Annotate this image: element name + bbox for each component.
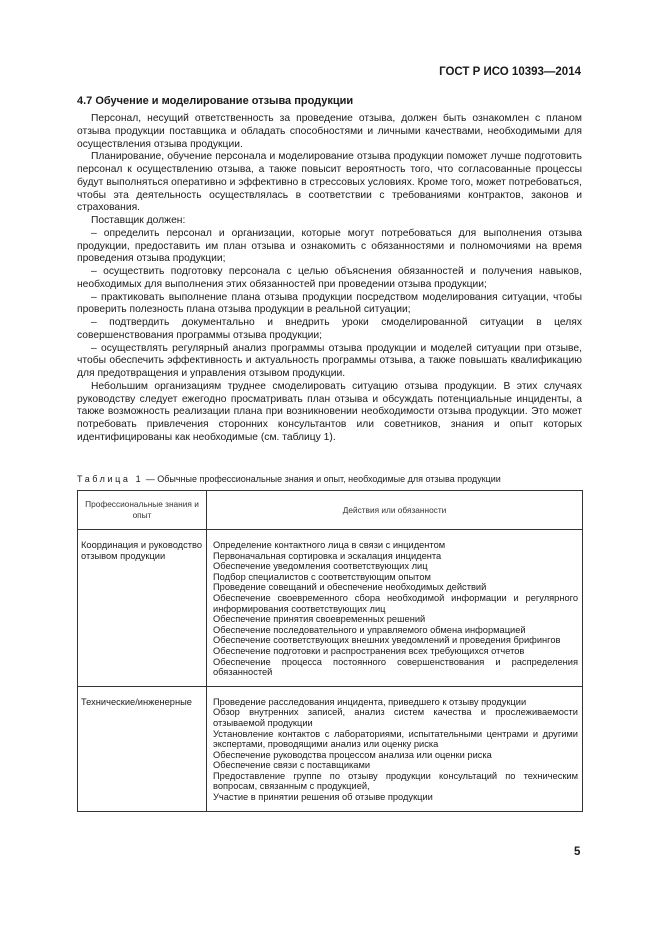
duty-item: Обеспечение руководства процессом анализа или оценки риска xyxy=(213,749,492,760)
document-header: ГОСТ Р ИСО 10393—2014 xyxy=(439,66,581,78)
duty-item: Предоставление группе по отзыву продукции консультаций по техническим вопросам, связанным с продукцией, xyxy=(213,770,578,792)
duty-item: Обеспечение связи с поставщиками xyxy=(213,760,371,771)
table-cell-duties xyxy=(207,686,583,811)
table-caption-label: Таблица 1 xyxy=(77,474,144,484)
paragraph: Небольшим организациям труднее смоделировать ситуацию отзыва продукции. В этих случаях руководству следует ежегодно просматривать план отзыва и обсуждать потенциальные инциденты, а также возможность реализации плана при возникновении необходимости отзыва продукции. Это может потребовать привлечения сторонних консультантов или советников, знания и опыт которых идентифицированы как необходимые (см. таблицу 1). xyxy=(77,380,582,443)
section-title: 4.7 Обучение и моделирование отзыва продукции xyxy=(77,95,354,107)
duty-item: Обеспечение принятия своевременных решений xyxy=(213,614,426,625)
duty-item: Проведение расследования инцидента, приведшего к отзыву продукции xyxy=(213,696,527,707)
competence-table xyxy=(77,490,583,812)
duty-item: Обеспечение соответствующих внешних уведомлений и проведения брифингов xyxy=(213,635,561,646)
table-header-row xyxy=(78,491,583,530)
duty-item: Проведение совещаний и обеспечение необходимых действий xyxy=(213,582,487,593)
duty-item: Подбор специалистов с соответствующим опытом xyxy=(213,571,431,582)
table-caption-text: — Обычные профессиональные знания и опыт, необходимые для отзыва продукции xyxy=(143,474,501,484)
table-caption xyxy=(77,474,501,484)
duty-item: Установление контактов с лабораториями, испытательными центрами и другими экспертами, проводящими анализ или оценку риска xyxy=(213,728,578,750)
duty-item: Участие в принятии решения об отзыве продукции xyxy=(213,792,433,803)
paragraph: Персонал, несущий ответственность за проведение отзыва, должен быть ознакомлен с планом отзыва продукции поставщика и обладать способностями и личными качествами, необходимыми для осуществления отзыва продукции. xyxy=(77,113,582,150)
table-row xyxy=(78,530,583,687)
table-header-cell: Действия или обязанности xyxy=(207,491,583,530)
page-number: 5 xyxy=(574,846,581,858)
list-item: – осуществлять регулярный анализ программы отзыва продукции и моделей ситуации при отзыве, чтобы обеспечить эффективность и актуальность программы отзыва, а также повышать квалификацию для предотвращения и управления отзывом продукции. xyxy=(77,342,582,379)
duty-item: Обзор внутренних записей, анализ систем качества и прослеживаемости отзываемой продукции xyxy=(213,707,578,728)
paragraph: Поставщик должен: xyxy=(91,215,186,226)
table-cell-category: Технические/инженерные xyxy=(78,686,207,811)
duty-item: Обеспечение последовательного и управляемого обмена информацией xyxy=(213,624,526,635)
list-item: – осуществить подготовку персонала с целью объяснения обязанностей и получения навыков, необходимых для выполнения этих обязанностей при проведении отзыва продукции; xyxy=(77,266,582,290)
duty-item: Обеспечение процесса постоянного совершенствования и распределения обязанностей xyxy=(213,656,578,678)
list-item: – подтвердить документально и внедрить уроки смоделированной ситуации в целях совершенствования программы отзыва продукции; xyxy=(77,317,582,341)
duty-item: Определение контактного лица в связи с инцидентом xyxy=(213,540,446,550)
duty-item: Первоначальная сортировка и эскалация инцидента xyxy=(213,550,442,561)
body-text xyxy=(77,113,582,445)
duty-item: Обеспечение уведомления соответствующих лиц xyxy=(213,561,428,572)
duty-item: Обеспечение своевременного сбора необходимой информации и регулярного информирования соответствующих лиц xyxy=(213,592,578,614)
list-item: – практиковать выполнение плана отзыва продукции посредством моделирования ситуации, чтобы проверить полезность плана отзыва продукции в реальной ситуации; xyxy=(77,291,582,316)
list-item: – определить персонал и организации, которые могут потребоваться для выполнения отзыва продукции, предоставить им план отзыва и ознакомить с обязанностями и полномочиями на время проведения отзыва продукции; xyxy=(77,227,582,265)
table-row xyxy=(78,686,583,811)
paragraph: Планирование, обучение персонала и моделирование отзыва продукции поможет лучше подготовить персонал к осуществлению отзыва, а также повысит вероятность того, что согласованные процессы будут выполняться оперативно и эффективно в стрессовых условиях. Кроме того, может потребоваться, чтобы эта деятельность осуществлялась в соответствии с требованиями контрактов, законов и страхования. xyxy=(77,151,582,214)
table-header-cell: Профессиональные знания и опыт xyxy=(78,491,207,530)
duty-item: Обеспечение подготовки и распространения всех требующихся отчетов xyxy=(213,645,525,656)
table-cell-duties xyxy=(207,530,583,687)
table-cell-category: Координация и руководство отзывом продукции xyxy=(78,530,207,687)
